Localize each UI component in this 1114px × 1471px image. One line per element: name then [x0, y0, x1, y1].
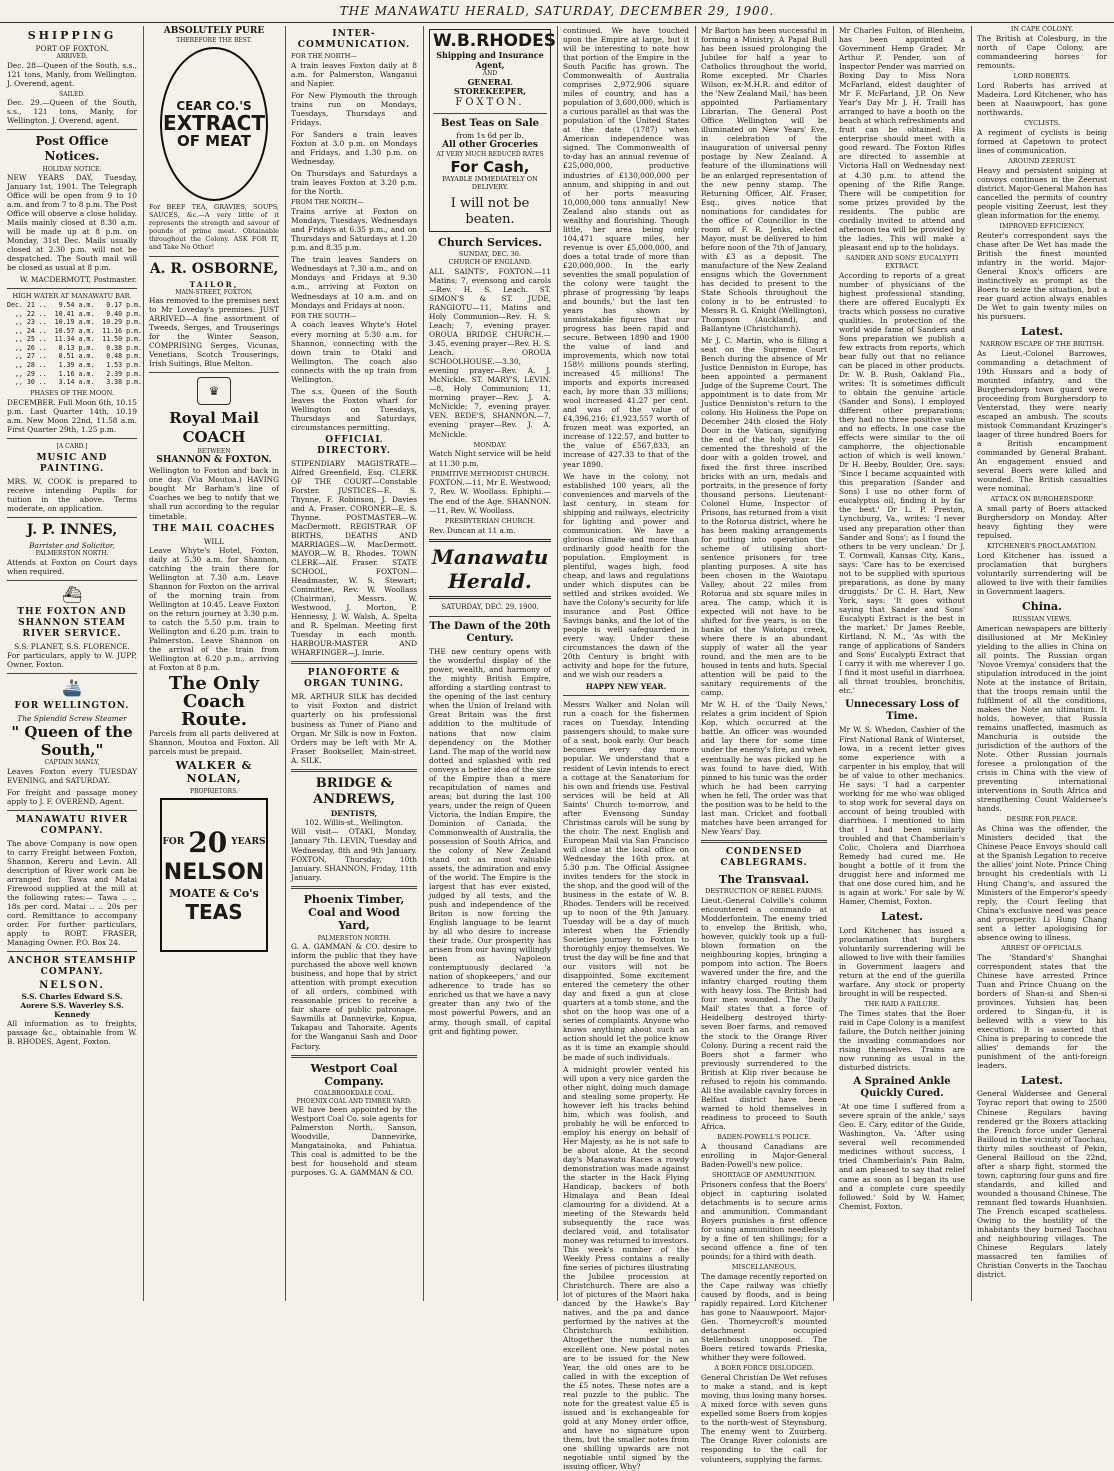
music-text: MRS. W. COOK is prepared to receive intending Pupils for tuition in the above. Terms moderate, on application.: [7, 477, 137, 514]
river-company-heading: MANAWATU RIVER COMPANY.: [15, 814, 129, 836]
ankle-text: 'At one time I suffered from a severe sprain of the ankle,' says Geo. E. Cary, editor of the Guide, Washington, Va. 'After using several well recommended medicines without success, I tried Chamberlain's Pain Balm, and am pleased to say that relief came as soon as I began its use and a complete cure speedily followed.' Sold by W. Hamer, Chemist, Foxton.: [839, 1102, 965, 1211]
column-3: [286, 26, 422, 1301]
editorial-continued: continued. We have touched upon the Empire at large, but it will be interesting to note how that portion of the Empire in the South Pacific has grown. The Commonwealth of Australia comprises 2,972,906 square miles of country, and has a population of 3,600,000, which is a curious parallel as that was the population of the United States at the date (1787) when American independence was signed. The Commonwealth of to-day has an annual revenue of £25,000,000, productive industries of £130,000,000 per annum, and shipping in and out of her ports measuring 10,000,000 tons annually! New Zealand also stands out as wealthy and flourishing. Though little, her area being only 104,471 square miles, her revenue is over £5,000,000, and does a total trade of more than £20,000,000. In the early seventies the small population of the colony were taught the phrase of progressing 'by leaps and bounds,' but the last ten years has shown by unmistakable figures that our progress has been rapid and secure. Between 1890 and 1900 the value of land and improvements, which now total 158½ millions pounds sterling, increased 45 millions! The imports and exports increased each, by more than 33 millions; wool increased 41.27 per cent. and was of the value of £4,396,216; £1,923,557 worth of frozen meat was exported, an increase of 122.57, and butter to the value of £567,833, an increase of 427.33 to that of the year 1890.: [563, 26, 689, 469]
mail-coaches-heading: THE MAIL COACHES: [152, 523, 276, 534]
narrow-escape-text: As Lieut.-Colonel Barrowes, commanding a detachment of 19th Hussars and a body of mounted infantry, and the Burghersdorp town guard were proceeding from Burghersdorp to Venterstad, they were nearly escaped an ambush. The scouts mistook Commandant Kruzinger's laager of three hundred Boers for a British encampment commanded by General Brabant. An engagement ensued and several Boers were killed and wounded. The British casualties were nominal.: [977, 348, 1107, 494]
burghersdorp-heading: ATTACK ON BURGHERSDORP.: [990, 495, 1094, 504]
divider: [291, 661, 417, 664]
mail-will: WILL: [203, 536, 225, 546]
roberts-heading: LORD ROBERTS.: [1013, 72, 1071, 81]
rhodes-and: AND: [482, 70, 498, 78]
osborne-text: Has removed to the premises next to Mr Loveday's premises. JUST ARRIVED—A fine assortment of Tweeds, Serges, and Trouserings for the Winter Season, COMPRISING Serges, Vicunas, Venetians, Scotch Trouserings, Irish Suitings, Blue Melton.: [149, 296, 279, 369]
eucalypti-heading: SANDER AND SONS' EUCALYPTI EXTRACT.: [845, 253, 959, 270]
miscellaneous-text: The damage recently reported on the Cape railway was chiefly caused by floods, and is being rapidly repaired. Lord Kitchener has gone to Naauwpoort. Major-Gen. Thorneycroft's mounted detachment occupied Stellenbosch unopposed. The Boers retired towards Prieska, whither they were followed.: [701, 1272, 827, 1363]
efficiency-text: Reuter's correspondent says the chase after De Wet has made the British the finest mounted infantry in the world. Major-General Knox's officers are instinctively as prompt as the Boers to seize the situation, but a rear guard action always enables De Wet to gain twenty miles on his pursuers.: [977, 231, 1107, 322]
cape-colony-heading: IN CAPE COLONY.: [1010, 25, 1074, 33]
divider: [7, 129, 137, 130]
herald-date: SATURDAY, DEC. 29, 1900.: [441, 603, 539, 612]
extract-word: EXTRACT: [163, 111, 265, 136]
latest-heading: Latest.: [880, 910, 924, 924]
peace-heading: DESIRE FOR PEACE.: [1006, 815, 1078, 824]
divider: [429, 616, 551, 617]
north-text-4: On Thursdays and Saturdays a train leaves Foxton at 3.20 p.m. for the North.: [291, 169, 417, 197]
pmc-text: FOXTON.—11, Mr E. Westwood; 7, Rev. W. Woollass. Ephiphi.—The end of the Age. SHANNON.—11, Rev. W. Woollass.: [429, 478, 551, 515]
port-heading: PORT OF FOXTON.: [35, 44, 109, 54]
reduced-rates: AT VERY MUCH REDUCED RATES: [436, 150, 544, 158]
pure-banner: ABSOLUTELY PURE: [163, 26, 265, 36]
teas-price: from 1s 6d per lb.: [456, 130, 524, 140]
column-7: [834, 26, 970, 1301]
south-heading: FOR THE SOUTH—: [291, 311, 357, 320]
nelson-teas: TEAS: [185, 900, 243, 925]
ammunition-text: Prisoners confess that the Boers' object in capturing isolated detachments is to secure arms and ammunition. Commandant Boyers punishes a first offence for using ammunition needlessly by a fine of ten shillings; for a second offence a fine of ten pounds; for a third with death.: [701, 1179, 827, 1262]
pmc-heading: PRIMITIVE METHODIST CHURCH.: [430, 469, 550, 478]
nelson-number: 20: [188, 825, 228, 859]
efficiency-heading: IMPROVED EFFICIENCY.: [999, 222, 1085, 231]
of-meat-word: OF MEAT: [176, 132, 252, 151]
nelson-tea-ad: [160, 798, 268, 952]
divider: [563, 695, 689, 696]
only-coach-route: The Only Coach Route.: [168, 672, 260, 730]
column-2: [144, 26, 284, 1301]
westport-sub: COALBROOKDALE COAL.: [313, 1090, 395, 1098]
innes-text: Attends at Foxton on Court days when required.: [7, 557, 137, 576]
walker-nolan: WALKER & NOLAN,: [175, 759, 253, 786]
loss-of-time-heading: Unnecessary Loss of Time.: [845, 699, 959, 723]
steam-ships: S.S. PLANET, S.S. FLORENCE.: [14, 642, 130, 652]
teas-heading: Best Teas on Sale: [440, 118, 540, 130]
steam-service-heading: THE FOXTON AND SHANNON STEAM RIVER SERVICE.: [17, 607, 127, 640]
coach-text: Wellington to Foxton and back in one day. (Via Moutoa.) HAVING bought Mr Barham's line of Coaches we beg to notify that we shall run according to the regular timetable.: [149, 466, 279, 521]
zeerust-text: Heavy and persistent sniping at convoys continues in the Zeerust district. Major-General Mahon has cancelled the permits of country people visiting Zeerust, lest they glean information for the enemy.: [977, 166, 1107, 221]
south-text-2: The s.s. Queen of the South leaves the Foxton wharf for Wellington on Tuesdays, Thursdays and Saturdays, circumstances permitting.: [291, 386, 417, 432]
news-items-3: Mr W. H. of the 'Daily News,' relates a grim incident of Spion Kop, which occurred at the battle. An officer was wounded and lay there for some time under the enemy's fire, and when eventually he was picked up he was found to have died. With pinned to his tunic was the order which he had been carrying when he fell. The order was that the position was to be held to the last man. Cricket and football matches have been arranged for New Years' Day.: [701, 700, 827, 836]
cablegrams-heading: CONDENSED CABLEGRAMS.: [720, 846, 808, 868]
sailed-label: SAILED.: [59, 90, 85, 98]
dawn-heading: The Dawn of the 20th Century.: [429, 620, 551, 645]
local-news-2: A midnight prowler vented his will upon a very nice garden the other night, doing much damage and stealing some property. He however left his tracks behind him, which was foolish, and probably he will be enforced to employ his energy on behalf of Her Majesty, as he is not safe to be about alone. At the second day's Manawatu Races a rowdy demonstration was made against the starter in the Hack Flying Handicap, backers of both Himalaya and Bean Ideal clamouring for a dividend. At a meeting of the Stewards held subsequently the race was declared void, and totalisator money was returned to investors. This week's number of the Weekly Press contains a really fine series of pictures illustrating the Jubilee procession at Christchurch. There are also a lot of pictures of the Maori haka danced by the Hawke's Bay natives, and the pa and dance performed by the natives at the Christchurch exhibition. Altogether the number is an excellent one. New postal notes are to be issued for the New Year, the old ones are to be called in with the exception of the £5 notes. These notes are a real puzzle to the public. The note for the greatest value £5 is issued and is exchangeable for gold at any Money order office, and have no signature upon them, but the smaller notes from one shilling upwards are not negotiable until signed by the issuing officer. Why?: [563, 1064, 689, 1471]
osborne-trade: TAILOR,: [189, 279, 239, 289]
miscellaneous-heading: MISCELLANEOUS.: [731, 1263, 797, 1272]
divider: [149, 256, 279, 257]
arrived-label: ARRIVED.: [56, 53, 88, 61]
intercommunication-heading: INTER-COMMUNICATION.: [297, 29, 411, 50]
tide-table: Dec. 21 .. 9.54 a.m. 0.17 p.m. ,, 22 .. 10.41 a.m. 0.40 p.m. ,, 23 .. 10.19 a.m. 10.29 p.m. ,, 24 .. 10.57 a.m. 11.16 p.m. ,, 25 .. 11.34 a.m. 11.50 p.m. ,, 26 .. 0.13 p.m. 0.38 p.m. ,, 27 .. 0.51 a.m. 0.48 p.m. ,, 28 .. 1.39 a.m. 1.53 p.m. ,, 29 .. 1.16 a.m. 2.39 p.m. ,, 30 .. 3.14 a.m. 3.38 p.m.: [7, 301, 142, 387]
anchor-text: All information as to freights, passage &c., obtainable from W. B. RHODES, Agent, Foxton.: [7, 1019, 137, 1047]
column-4: [424, 26, 556, 1301]
royal-mail-heading: Royal Mail COACH: [169, 409, 259, 446]
church-text: ALL SAINTS', FOXTON.—11 Matins; 7, evensong and carols—Rev. H. S. Leach. ST. SIMON'S & ST. JUDE, RANGIOTU—11, Matins and Holy Communion—Rev. H. S. Leach; 7, evening prayer. OROUA BRIDGE CHURCH.—3.45, evening prayer—Rev. H. S. Leach. OROUA SCHOOLHOUSE.—3.30, evening prayer—Rev. A. J. McNickle. ST. MARY'S, LEVIN.—8, Holy Communion; 11, morning prayer—Rev. J. A. McNickle; 7, evening prayer. VEN. BEDE'S, SHANNON.—7, evening prayer—Rev. J. A. McNickle.: [429, 266, 551, 439]
innes-heading: J. P. INNES,: [26, 522, 118, 539]
coach-between: BETWEEN: [197, 448, 231, 456]
innes-location: PALMERSTON NORTH.: [35, 550, 109, 558]
divider: [7, 951, 137, 952]
dawn-text: THE new century opens with the wonderful display of the power, wealth, and harmony of the mighty British Empire, affording a startling contrast to the opening of the last century when the Union of Ireland with Great Britain was the first addition to the multitude of nations that now claim dependency on the Mother Land. The map of the world now dotted and splashed with red conveys a better idea of the size of the Empire than a mere recapitulation of names and areas; but during the last 100 years, under the reign of Queen Victoria, the Indian Empire, the Dominion of Canada, the Commonwealth of Australia, the possession of South Africa, and the colony of New Zealand stand out as most valuable assets, the admiration and envy of the world. The Empire is the largest that has ever existed, judged by all tests, and the push and independence of the Briton is now forcing the English language to be learnt by all who desire to increase their trade. Our prosperity has arisen from our having willingly been as Napoleon contemptuously declared 'a nation of shopkeepers,' and our adherence to trade has so enriched us that we have a navy greater than any two of the most powerful Powers, and an army, though small, of capital grit and fighting power.: [429, 647, 551, 1036]
rhodes-location: FOXTON.: [455, 97, 525, 109]
baden-powell-text: A thousand Canadians are enrolling in Major-General Baden-Powell's new police.: [701, 1141, 827, 1169]
steam-text: For particulars, apply to W. JUPP, Owner, Foxton.: [7, 651, 137, 670]
extract-text: For BEEF TEA, GRAVIES, SOUPS, SAUCES, &c.—A very little of it represents the strength and savour of pounds of prime meat. Obtainable throughout the Colony. ASK FOR IT, and Take No Other!: [149, 203, 279, 251]
divider: [7, 580, 137, 581]
anchor-fleet: S.S. Charles Edward S.S. Aorere S.S. Waverley S.S. Kennedy: [20, 992, 124, 1020]
local-news-1: Messrs Walker and Nolan will run a coach for the fishermen races on Tuesday. Intending passengers should, to make sure of a seat, book early. Our beach becomes every day more popular. We understand that a resident of Levin intends to erect a cottage at the Sanatorium for his own and friends use. Festival services will be held at All Saints' Church to-morrow, and after Evensong Sunday Christmas carols will be sung by the choir. The next English and European Mail via San Francisco will close at the local office on Wednesday the 16th prox. at 5.30 p.m. The Official Assignee invites tenders for the stock in the shop, and the good will of the business in the estate of W. B. Rhodes. Tenders will be received up to noon of the 9th January. Tuesday will be a day of much interest when the Friendly Societies journey to Foxton to thoroughly enjoy themselves. We trust the day will be fine and that our visitors will not be disappointed. Some excitement entered the cemetery the other day and fixed a gun at close quarters at a tomb stone, and the shot on the hoop was one of a series of complaints. Anyone who knows anything about such an action should let the police know as it is time an example should be made of such individuals.: [563, 700, 689, 1062]
destruction-heading: DESTRUCTION OF REBEL FARMS.: [705, 887, 823, 896]
queen-freight: For freight and passage money apply to J. F. OVEREND, Agent.: [7, 787, 137, 806]
nelson-name: NELSON: [163, 859, 265, 885]
news-items-2: Mr J. C. Martin, who is filling a seat on the Supreme Court Bench during the absence of Mr Justice Denniston in Europe, has been appointed a permanent Judge of the Supreme Court. The appointment is to date from Mr Justice Denniston's return to the colony. His Holiness the Pope on December 24th closed the Holy Door in the Vatican, signifying the end of the holy year. He cemented the threshold of the door with a golden trowel, and fixed the first three inscribed bricks with an urn, medals and portraits, in the presence of forty thousand persons. Lieutenant-Colonel Hume, Inspector of Prisons, has returned from a visit to the Rotorua district, where he has been making arrangements for putting into operation the scheme of utilising short-sentence prisoners for tree planting purposes. A site has been chosen in the Waiotapu Valley, about 22 miles from Rotorua and six square miles in area. The camp, which it is expected will not have to be shifted for five years, is on the banks of the Waiotapu creek, where there is an abundant supply of water all the year round, and the men are to be housed in tents and huts. Special attention will be paid to the sanitary requirements of the camp.: [701, 336, 827, 698]
innes-title: Barrister and Solicitor,: [29, 541, 115, 551]
cyclists-heading: CYCLISTS.: [1023, 119, 1061, 128]
masthead: THE MANAWATU HERALD, SATURDAY, DECEMBER 29, 1900.: [0, 0, 1114, 23]
latest-heading: Latest.: [1020, 325, 1064, 339]
final-text: General Waldersee and General Toyrac report that owing to 2500 Chinese Regulars having rendered gr the Boxers attacking the French force under General Bailloud in the vicinity of Taochau, thirty miles southeast of Pekin, General Bailloud on the 22nd, after a sharp fight, stormed the town, capturing four guns and fire standards, and killed and wounded a thousand Chinese. The remnant fled towards Huanhsien. The French escaped scatheless. Owing to the hostility of the inhabitants they burned Taochau and neighbouring villages. The Chinese Regulars lately massacred ten families of Christian Converts in the Taochau district.: [977, 1089, 1107, 1280]
not-beaten: I will not be beaten.: [450, 195, 530, 227]
personal-items: Mr Charles Fulton, of Blenheim, has been appointed a Government Hemp Grader. Mr Arthur P. Pender, son of Inspector Pender was married on Boxing Day to Miss Nora McFarland, eldest daughter of Mr F. McFarland, J.P. On New Year's Day Mr J. H. Traill has arranged to have a booth on the beach at which refreshments and fruit can be obtained. His enterprise should meet with a good reward. The Foxton Rifles are directed to assemble at Victoria Hall on Wednesday next at 4.30 p.m. to attend the opening of the Rifle Range. There will be competition for some prizes provided by the residents. The public are cordially invited to attend and afternoon tea will be provided by the ladies. This will make a pleasant end up to the holidays.: [839, 26, 965, 252]
bridge-andrews-heading: BRIDGE & ANDREWS,: [312, 775, 395, 807]
dentists-address: 102. Willis-st., Wellington.: [304, 818, 404, 828]
cyclists-text: A regiment of cyclists is being formed at Capetown to protect lines of communication.: [977, 128, 1107, 156]
cape-colony-text: The British at Colesburg, in the north of Cape Colony, are commandeering horses for remounts.: [977, 33, 1107, 71]
queen-captain: CAPTAIN MANLY,: [44, 759, 100, 767]
arrest-text: The 'Standard's' Shanghai correspondent states that the Chinese have arrested Prince Tuan and Prince Chuang on the borders of Shan-si and Shen-si provinces. Yuhsien has been ordered to Singan-fu, it is believed with a view to his execution. It is asserted that China is preparing to concede the allies' demands for the punishment of the anti-foreign leaders.: [977, 952, 1107, 1071]
shipping-heading: SHIPPING: [27, 29, 117, 42]
loss-of-time-text: Mr W. S. Whedon, Cashier of the First National Bank of Winterset, Iowa, in a recent letter gives some experience with a carpenter in his employ, that will be of value to other mechanics. He says: 'I had a carpenter working for me who was obliged to stop work for several days on account of being troubled with diarrhoea. I mentioned to him that I had been similarly troubled and that Chamberlain's Colic, Cholera and Diarrhoea Remedy had cured me. He bought a bottle of it from the druggist here and informed me that one dose cured him, and he is again at work.' For sale by W. Hamer, Chemist, Foxton.: [839, 725, 965, 907]
news-items-1: Mr Barton has been successful in forming a Ministry. A Papal Bull has been issued prolonging the Jubilee for half a year to Catholics throughout the world, Rome excepted. Mr Charles Wilson, ex-M.H.R. and editor of the 'New Zealand Mail,' has been appointed Parliamentary Librarian. The General Post Office Wellington will be illuminated on New Years' Eve, in celebration of the inauguration of universal penny postage by New Zealand. A feature of the illuminations will be an enlarged representation of the new penny stamp. The Returning Officer, Alf. Fraser, Esq., gives notice that nominations for candidates for the office of Councillor in the room of F. R. Jenks, elected Mayor, must be delivered to him before noon of the 7th of January, with £3 as a deposit. The manufacture of the New Zealand ensigns which the Government has decided to present to the State Schools throughout the colony is to be entrusted to Messrs R. G. Knight (Wellington), Thompson (Auckland), and Ballantyne (Christchurch).: [701, 26, 827, 334]
groceries-heading: All other Groceries: [442, 139, 538, 150]
piano-text: MR. ARTHUR SILK has decided to visit Foxton and district quarterly on his professional business as Tuner of Piano and Organ. Mr Silk is now in Foxton. Orders may be left with Mr A. Fraser Bookseller, Main-street. A. SILK.: [291, 692, 417, 765]
column-5: [558, 26, 694, 1471]
monday-heading: MONDAY.: [473, 440, 507, 449]
mail-coaches-text: Leave Whyte's Hotel, Foxton, daily at 5.30 a.m. for Shannon, catching the train there for Wellington at 7.30 a.m. Leave Shannon for Foxton on the arrival of the morning train from Wellington at 10.45. Leave Foxton on the return journey at 3.30 p.m. to catch the 5.50 p.m. train to Wellington and 6.20 p.m. train to Palmerston. Leave Shannon on the arrival of the train from Wellington at 6.20 p.m., arriving at Foxton at 8 p.m.: [149, 545, 279, 672]
from-north-heading: FROM THE NORTH—: [291, 198, 364, 207]
divider: [7, 673, 137, 674]
divider: [7, 438, 137, 439]
proclamation-text: Lord Kitchener has issued a proclamation that burghers voluntarily surrendering will be allowed to live with their families in Government laagers.: [977, 551, 1107, 597]
divider: [291, 1055, 417, 1058]
arrest-heading: ARREST OF OFFICIALS.: [1001, 943, 1083, 952]
russian-views-text: American newspapers are bitterly disillusioned at Mr McKinley yielding to the allies in China on all points. The Russian organ 'Novoe Vremya' considers that the stipulation introduced in the joint Note at the instance of Britain, that the troops remain until the fulfilment of all the conditions, makes the Note an ultimatum. It holds, however, that Russia remains unaffected, inasmuch as Manchuria is outside the jurisdiction of the authors of the Note. Other Russian journals foresee a prolongation of the crisis in China with the view of preventing international interventions in South Africa and strengthening Count Waldersee's hands.: [977, 623, 1107, 814]
proclamation-heading: KITCHENER'S PROCLAMATION.: [987, 542, 1097, 551]
gear-brand: CEAR CO.'S: [176, 98, 252, 113]
column-8: [972, 26, 1112, 1301]
music-heading: MUSIC AND PAINTING.: [36, 453, 108, 475]
for-cash: For Cash,: [450, 157, 530, 176]
north-heading: FOR THE NORTH—: [291, 51, 357, 60]
ammunition-heading: SHORTAGE OF AMMUNITION.: [711, 1170, 817, 1179]
steamer-icon: ⛴: [61, 584, 83, 604]
moon-heading: PHASES OF THE MOON.: [30, 388, 114, 397]
moon-text: DECEMBER. Full Moon 6th, 10.15 p.m. Last Quarter 14th, 10.19 a.m. New Moon 22nd, 11.58 a.m. First Quarter 29th, 1.25 p.m.: [7, 397, 137, 434]
nelson-for: FOR: [162, 837, 185, 848]
nelson-years: YEARS: [231, 837, 266, 848]
coe-heading: CHURCH OF ENGLAND.: [448, 258, 532, 267]
watch-night-text: Watch Night service will be held at 11.30 p.m.: [429, 449, 551, 468]
ankle-heading: A Sprained Ankle Quickly Cured.: [853, 1075, 951, 1100]
nelson-company: MOATE & Co's: [169, 886, 259, 900]
payable-text: PAYABLE IMMEDIATELY ON DELIVERY.: [442, 175, 538, 192]
column-1: [2, 26, 142, 1301]
post-office-text: NEW YEARS DAY, Tuesday, January 1st, 1901. The Telegraph Office will be open from 9 to 10 a.m. and from 7 to 8 p.m. The Post Office will observe a close holiday. Mails mainly closed at 8.30 a.m. will be made up at 8 p.m. on Monday, 31st Dec. Mails usually closed at 2.30 p.m. will not be despatched. The South mail will be closed as usual at 8 p.m.: [7, 172, 137, 273]
from-north-text-2: The train leaves Sanders on Wednesdays at 7.30 a.m., and on Mondays and Fridays at 9.30 a.m., arriving at Foxton on Wednesdays at 10 a.m. and on Mondays and Fridays at noon.: [291, 255, 417, 310]
zeerust-heading: AROUND ZEERUST.: [1008, 157, 1076, 166]
only-coach-text: Parcels from all parts delivered at Shannon, Moutoa and Foxton. All parcels must be prepaid.: [149, 728, 279, 757]
raid-text: The Times states that the Boer raid in Cape Colony is a manifest failure, the Dutch neither joining the invading commandoes nor rising themselves. Trains are now running as usual in the disturbed districts.: [839, 1008, 965, 1072]
boer-force-heading: A BOER FORCE DISLODGED.: [714, 1364, 814, 1373]
church-date: SUNDAY, DEC. 30.: [458, 250, 521, 259]
phoenix-location: PALMERSTON NORTH.: [317, 934, 391, 942]
proprietors: PROPRIETORS.: [189, 787, 239, 795]
rhodes-name: W.B.RHODES: [433, 31, 556, 51]
extract-oval: [160, 47, 268, 201]
osborne-heading: A. R. OSBORNE,: [149, 260, 279, 277]
official-directory-text: STIPENDIARY MAGISTRATE—Alfred Greenfield, Esq. CLERK OF THE COURT—Constable Forster. JUSTICES—E. S. Thynne, F. Robinson, J. Davies and A. Fraser. CORONER—E. S. Thynne. POSTMASTER—W. MacDermott. REGISTRAR OF BIRTHS, DEATHS AND MARRIAGES—W. MacDermott. MAYOR—W. B. Rhodes. TOWN CLERK—Alf. Fraser. STATE SCHOOL, FOXTON—Headmaster, W. S. Stewart; Committee, Rev. W. Woollass (Chairman), Messrs. W. Westwood, J. Morton, P. Hennessy, J. W. Walsh, A. Spelta and R. Spelman. Meeting first Tuesday in each month. HARBOUR-MASTER AND WHARFINGER—J. Imrie.: [291, 458, 417, 658]
column-6: [696, 26, 832, 1464]
rhodes-ad: [429, 29, 556, 232]
queen-text: Leaves Foxton every TUESDAY EVENING, and SATURDAY.: [7, 766, 137, 785]
river-company-text: The above Company is now open to carry Freight between Foxton, Shannon, Kereru and Levin. All description of River work can be arranged for. Tawa and Matai Firewood supplied at the mill at the following rates:— Tawa .. .. 18s per cord. Matai .. .. 20s per cord. Remittance to accompany order. For further particulars, apply to ROBT. FRASER, Managing Owner. P.O. Box 24.: [7, 838, 137, 947]
north-text-1: A train leaves Foxton daily at 8 a.m. for Palmerston, Wanganui and Napier.: [291, 60, 417, 88]
north-text-3: For Sanders a train leaves Foxton at 3.0 p.m. on Mondays and Fridays, and 1.30 p.m. on Wednesday.: [291, 130, 417, 167]
phoenix-heading: Phoenix Timber, Coal and Wood Yard,: [303, 892, 405, 933]
osborne-location: MAIN-STREET, FOXTON.: [175, 288, 253, 296]
transvaal-text: Lieut.-General Colville's column encountered a commando at Modderfontein. The enemy tried to envelop the British, who, however, quickly took up a full-blown formation on the neighbouring kopjes, bringing a pompom into action. The Boers wavered under the fire, and the infantry charged routing them with heavy loss. The British had four men wounded. The 'Daily Mail' states that a force of Heidelberg destroyed thirty-seven Boer farms, and removed the stock to the Orange River Colony. During a recent raid the Boers shot a farmer who previously surrendered to the British at Klip river because he refused to rejoin his commando. All the available cavalry forces in Belfast district have been warned to hold themselves in readiness to proceed to South Africa.: [701, 896, 827, 1131]
raid-heading: THE RAID A FAILURE.: [864, 999, 940, 1008]
happy-new-year: HAPPY NEW YEAR.: [585, 682, 667, 692]
from-north-text-1: Trains arrive at Foxton on Mondays, Tuesdays, Wednesdays and Fridays at 6.35 p.m., and on Thursdays and Saturdays at 1.20 p.m. and 8.35 p.m.: [291, 207, 417, 253]
coach-route: SHANNON & FOXTON.: [156, 455, 272, 466]
dentists-text: Will visit— OTAKI, Monday, January 7th. LEVIN, Tuesday and Wednesday, 8th and 9th January. FOXTON, Thursday, 10th January. SHANNON, Friday, 11th January.: [291, 827, 417, 882]
baden-powell-heading: BADEN-POWELL'S POLICE.: [717, 1132, 811, 1141]
latest-text: Lord Kitchener has issued a proclamation that burghers voluntarily surrendering will be allowed to live with their families in Government laagers and return at the end of the guerilla warfare. Any stock or property brought in will be respected.: [839, 925, 965, 998]
roberts-text: Lord Roberts has arrived at Madeira. Lord Kitchener, who has been at Naauwpoort, has gone northwards.: [977, 80, 1107, 118]
divider: [291, 886, 417, 889]
divider: [7, 288, 137, 289]
for-wellington-heading: FOR WELLINGTON.: [14, 700, 130, 711]
sailed-text: Dec. 29.—Queen of the South, s.s., 121 tons, Manly, for Wellington. J. Overend, agent.: [7, 98, 137, 126]
presbyterian-heading: PRESBYTERIAN CHURCH.: [444, 516, 536, 525]
south-text-1: A coach leaves Whyte's Hotel every morning at 5.30 a.m. for Shannon, connecting with the down train to Otaki and Wellington. The coach also connects with the up train from Wellington.: [291, 320, 417, 384]
burghersdorp-text: A small party of Boers attacked Burghersdorp on Monday. After heavy fighting they were repulsed.: [977, 504, 1107, 541]
official-directory-heading: OFFICIAL DIRECTORY.: [317, 434, 391, 456]
rhodes-shipping: Shipping and Insurance Agent,: [436, 49, 544, 70]
royal-crest-icon: ♛: [197, 377, 231, 405]
presbyterian-text: Rev. Duncan at 11 a.m.: [429, 525, 516, 535]
divider: [7, 517, 137, 518]
church-heading: Church Services.: [437, 235, 543, 249]
dentists-label: DENTISTS,: [330, 809, 378, 819]
divider: [291, 769, 417, 772]
north-text-2: For New Plymouth the through trains run on Mondays, Tuesdays, Thursdays and Fridays.: [291, 90, 417, 128]
piano-heading: PIANOFORTE & ORGAN TUNING.: [303, 668, 405, 690]
divider: [701, 840, 827, 843]
post-office-heading: Post Office Notices.: [35, 134, 109, 163]
westport-yard: PHOENIX COAL AND TIMBER YARD.: [296, 1097, 412, 1105]
editorial-closing: We have in the colony, not established 100 years, all the conveniences and marvels of the last century, in steam for shipping and railways, electricity for lighting and power and communication. We have a glorious climate and more than ordinarily good health for the population. Employment is plentiful, wages high, food cheap, and laws and regulations under which disputes can be settled and strikes avoided. We have the Colony's security for life insurance and Post Office Savings banks, and the lot of the people is well safeguarded in every way. Under these circumstances the dawn of the 20th Century is bright with activity and hope for the future, and we wish our readers a: [563, 471, 689, 680]
rhodes-storekeeper: GENERAL STOREKEEPER,: [453, 76, 527, 97]
high-water-heading: HIGH WATER AT MANAWATU BAR.: [12, 292, 132, 301]
china-heading: China.: [1022, 600, 1062, 614]
phoenix-text: G. A. GAMMAN & CO. desire to inform the public that they have purchased the above well known business, and hope that by strict attention with prompt execution of all orders, combined with reasonable prices to receive a fair share of public patronage. Sawmills at Dannevirke, Kopua, Takapau and Tahoraite. Agents for the Wanganui Sash and Door Factory.: [291, 942, 417, 1051]
anchor-ship: NELSON.: [39, 979, 105, 991]
divider: [7, 810, 137, 811]
narrow-escape-heading: NARROW ESCAPE OF THE BRITISH.: [979, 339, 1105, 348]
westport-heading: Westport Coal Company.: [310, 1061, 398, 1088]
anchor-heading: ANCHOR STEAMSHIP COMPANY.: [7, 956, 137, 977]
peace-text: As China was the offender, the Ministers decided that the Chinese Peace Envoys should call at the Spanish Legation to receive the allies' joint Note. Prince Ching brought his credentials with Li Hung Chang's, and assured the Ministers of the Emperor's speedy reply, the Court feeling that China's exclusive need was peace and prosperity. Li Hung Chang sent a letter apologising for absence owing to illness.: [977, 824, 1107, 942]
arrived-text: Dec. 28—Queen of the South, s.s., 121 tons, Manly, from Wellington. J. Overend, agent.: [7, 60, 137, 88]
queen-intro: The Splendid Screw Steamer: [17, 713, 127, 723]
transvaal-heading: The Transvaal.: [718, 872, 810, 886]
russian-views-heading: RUSSIAN VIEWS.: [1012, 614, 1072, 623]
steamer-icon: 🚢: [62, 678, 82, 698]
westport-text: WE have been appointed by the Westport Coal Co. sole agents for Palmerston North, Sanson, Woodville, Dannevirke, Mangatainoka, and Pahiatua. This coal is admitted to be the best for household and steam purposes. G. A. GAMMAN & CO.: [291, 1104, 417, 1178]
divider: [149, 372, 279, 373]
boer-force-text: General Christian De Wet refuses to make a stand, and is kept moving, thus losing many horses. A mixed force with seven guns expelled some Boers from kopjes to the north-west of Steynsburg. The enemy went to Zuurberg. The Orange River colonists are responding to the call for volunteers, supplying the farms.: [701, 1373, 827, 1464]
postmaster-signature: W. MACDERMOTT, Postmaster.: [19, 275, 137, 285]
herald-nameplate: Manawatu Herald.: [429, 539, 551, 600]
holiday-notice: HOLIDAY NOTICE.: [42, 165, 102, 173]
best-banner: THEREFORE THE BEST.: [176, 36, 252, 44]
divider: [433, 113, 547, 114]
queen-name: " Queen of the South,": [11, 722, 133, 759]
card-label: [A CARD.]: [56, 442, 88, 450]
latest-heading-2: Latest.: [1020, 1074, 1064, 1088]
eucalypti-text: According to reports of a great number of physicians of the highest professional standing, there are offered Eucalypti Ex tracts which possess no curative qualities. In protection of the world wide fame of Sanders and Sons preparation we publish a few extracts from reports, which bear fully out that no reliance can be placed in other products. Dr. W. B. Rush, Oakland Fla., writes: 'It is sometimes difficult to obtain the genuine article (Sander and Sons). I employed different other preparations; they had no three positive value and no effects. In one case the effects were similar to the oil camphorre, the objectionable action of which is well known.' Dr H. Beeby, Boulder, Ore. says: 'Since I became acquainted with this preparation (Sander and Sons) I use no other form of eucalyptus oil, finding it by far the best.' Dr L. P. Preston, Lynchburg, Va., writes: 'I never used any preparation other than Sander and Sons'; as I found the others to be very unclean.' Dr J. T. Cornwall, Kansas City, Kans., says: 'Care has to be exercised not to be supplied with spurious preparations, as done by many druggists.' Dr C. H. Hart, New York, says: 'It goes without saying that Sander and Sons' Eucalypti Extract is the best in the market.' Dr James Reeble, Kirtland, N. M., 'As with the range of applications of Sanders and Sons' Eucalypti Extract that I carry it with me wherever I go. I find it most useful in diarrhoea, all throat troubles, bronchitis, etc.': [839, 270, 965, 696]
